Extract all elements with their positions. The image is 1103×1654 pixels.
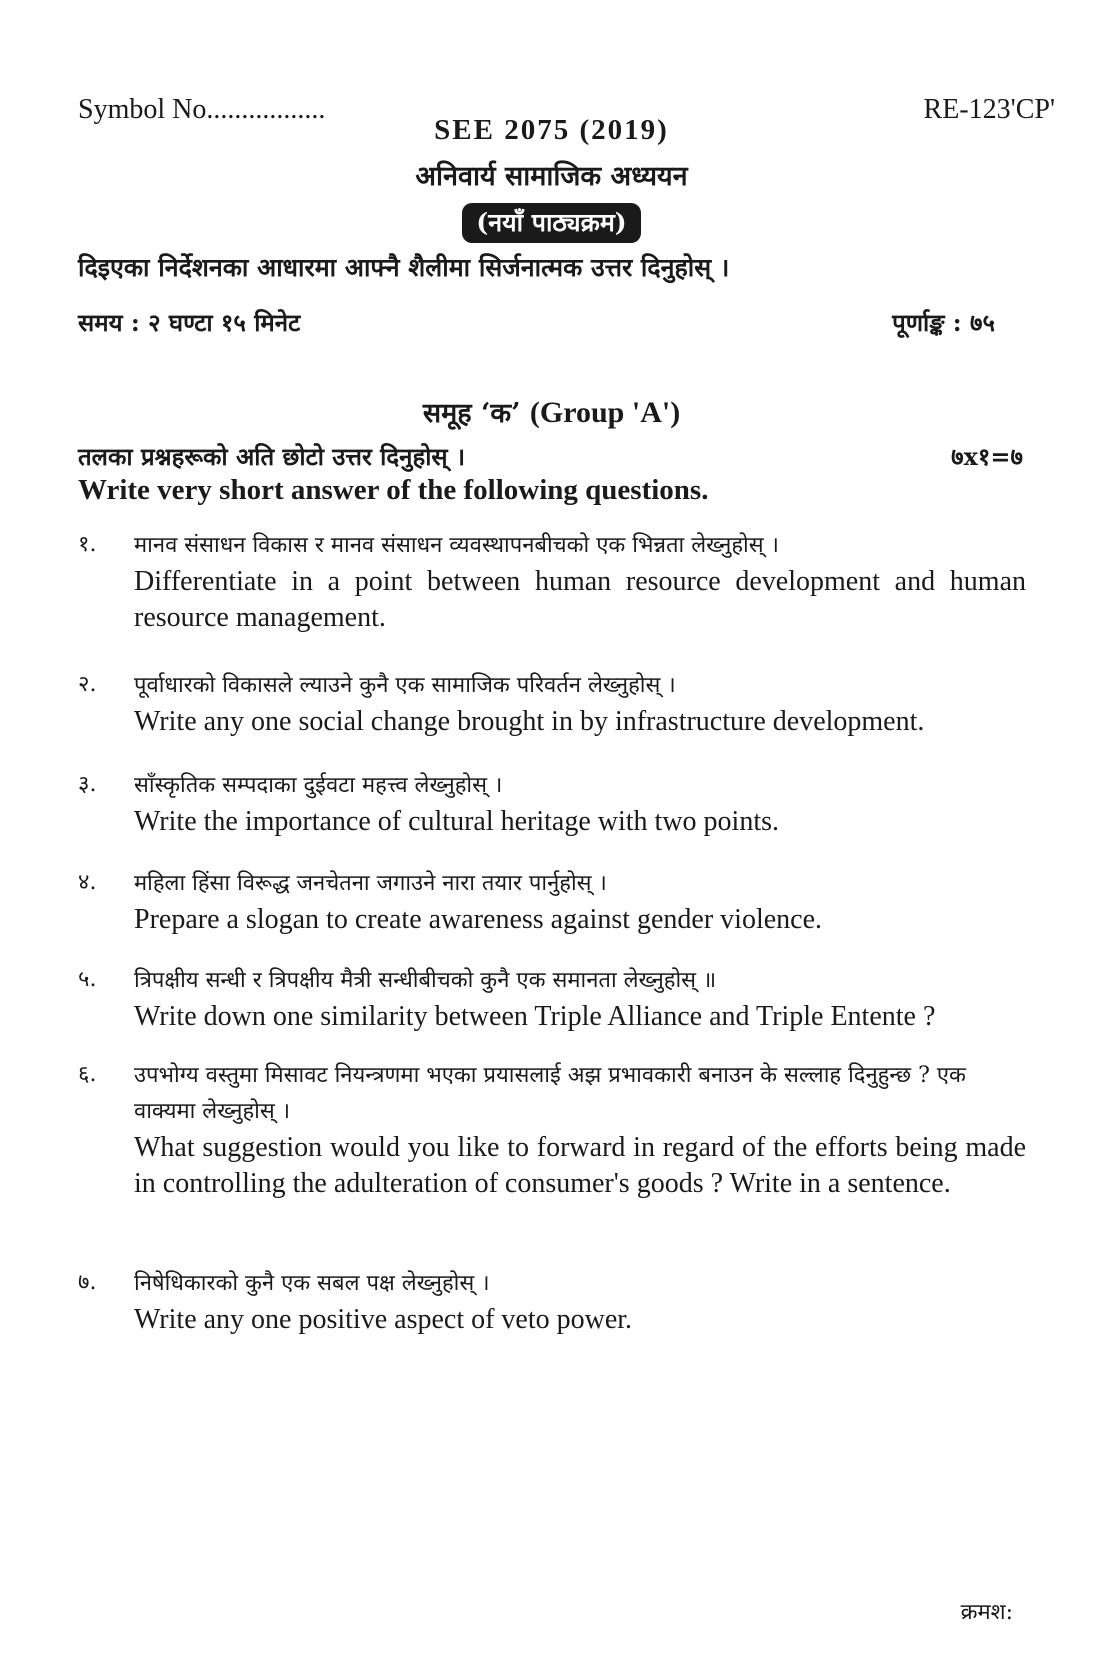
question-text-en: What suggestion would you like to forward in regard of the efforts being made in controlling the adulteration of consumer's goods ? Write in a sentence. — [134, 1132, 1026, 1199]
group-heading — [0, 393, 1103, 430]
question-3 — [78, 768, 1026, 840]
question-text-en: Write the importance of cultural heritage with two points. — [134, 806, 780, 837]
question-7 — [78, 1266, 1026, 1338]
question-text-np: साँस्कृतिक सम्पदाका दुईवटा महत्त्व लेख्नुहोस् । — [134, 773, 503, 798]
question-number: ७. — [78, 1270, 97, 1295]
question-number: ४. — [78, 870, 97, 895]
group-marks: ७x१=७ — [951, 442, 1023, 471]
curriculum-badge: (नयाँ पाठ्यक्रम) — [462, 203, 640, 243]
question-text-en: Write any one social change brought in by infrastructure development. — [134, 706, 925, 737]
question-number: ३. — [78, 772, 97, 797]
question-number: १. — [78, 532, 97, 557]
question-text-np: त्रिपक्षीय सन्धी र त्रिपक्षीय मैत्री सन्धीबीचको कुनै एक समानता लेख्नुहोस् ॥ — [134, 968, 717, 993]
question-6 — [78, 1058, 1026, 1202]
time-allowed: समय : २ घण्टा १५ मिनेट — [78, 308, 301, 337]
question-text-en: Write down one similarity between Triple Alliance and Triple Entente ? — [134, 1001, 936, 1032]
exam-code: RE-123'CP' — [923, 94, 1055, 125]
group-instruction-en: Write very short answer of the following questions. — [78, 474, 709, 506]
question-number: २. — [78, 672, 97, 697]
question-text-np: पूर्वाधारको विकासले ल्याउने कुनै एक सामाजिक परिवर्तन लेख्नुहोस् । — [134, 673, 676, 698]
question-2 — [78, 668, 1026, 740]
subject-title: अनिवार्य सामाजिक अध्ययन — [415, 161, 688, 192]
group-instruction-np: तलका प्रश्नहरूको अति छोटो उत्तर दिनुहोस् । — [78, 442, 466, 471]
question-text-en: Prepare a slogan to create awareness against gender violence. — [134, 904, 823, 935]
question-text-np: निषेधिकारको कुनै एक सबल पक्ष लेख्नुहोस् । — [134, 1271, 490, 1296]
question-text-en: Differentiate in a point between human resource development and human resource management. — [134, 566, 1026, 633]
question-text-np: मानव संसाधन विकास र मानव संसाधन व्यवस्थापनबीचको एक भिन्नता लेख्नुहोस् । — [134, 533, 779, 558]
symbol-number: Symbol No................. — [78, 94, 326, 125]
question-5 — [78, 963, 1026, 1035]
question-text-np: महिला हिंसा विरूद्ध जनचेतना जगाउने नारा तयार पार्नुहोस् । — [134, 871, 607, 896]
full-marks: पूर्णाङ्क : ७५ — [892, 308, 995, 337]
question-number: ५. — [78, 967, 97, 992]
continued-marker: क्रमश: — [960, 1600, 1013, 1625]
curriculum-wrapper — [0, 203, 1103, 243]
question-text-np: उपभोग्य वस्तुमा मिसावट नियन्त्रणमा भएका प्रयासलाई अझ प्रभावकारी बनाउन के सल्लाह दिनुहुन्छ ? एक वाक्यमा लेख्नुहोस् । — [134, 1063, 966, 1124]
question-number: ६. — [78, 1062, 97, 1087]
question-1 — [78, 528, 1026, 636]
general-instruction: दिइएका निर्देशनका आधारमा आफ्नै शैलीमा सिर्जनात्मक उत्तर दिनुहोस् । — [78, 253, 730, 282]
group-title-en: (Group 'A') — [529, 396, 681, 429]
question-text-en: Write any one positive aspect of veto power. — [134, 1304, 633, 1335]
exam-title: SEE 2075 (2019) — [434, 114, 669, 146]
group-title-np: समूह ‘क’ — [422, 398, 521, 429]
question-4 — [78, 866, 1026, 938]
